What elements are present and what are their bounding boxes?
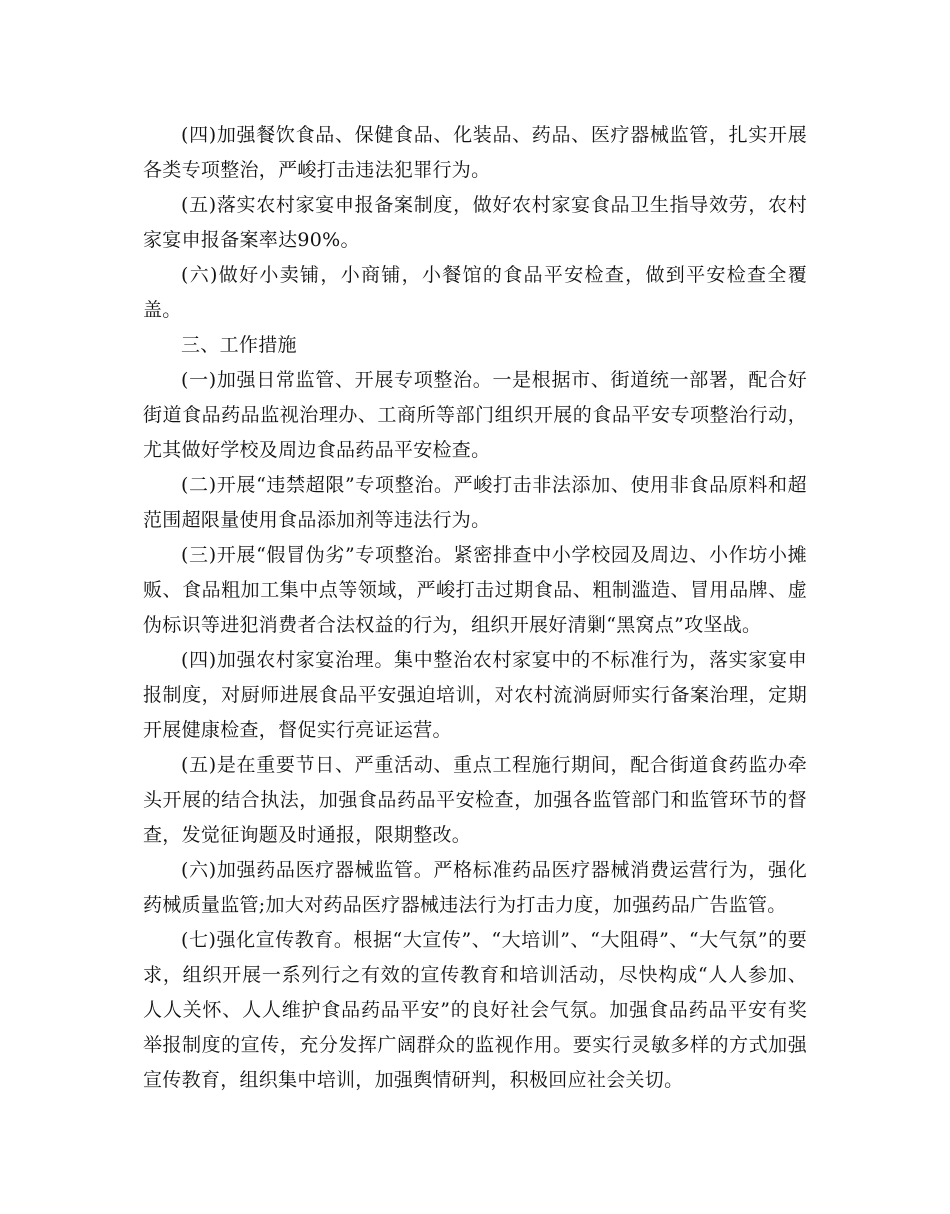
measure-4-rural-banquet: (四)加强农村家宴治理。集中整治农村家宴中的不标准行为，落实家宴申报制度，对厨师进展食品平安强迫培训，对农村流淌厨师实行备案治理，定期开展健康检查，督促实行亮证运营。 xyxy=(143,649,807,741)
section-heading-work-measures: 三、工作措施 xyxy=(181,334,297,356)
document-body xyxy=(143,118,807,1098)
paragraph-5-rural-banquet: (五)落实农村家宴申报备案制度，做好农村家宴食品卫生指导效劳，农村家宴申报备案率达90%。 xyxy=(143,194,807,251)
measure-7-publicity-education: (七)强化宣传教育。根据“大宣传”、“大培训”、“大阻碍”、“大气氛”的要求，组织开展一系列行之有效的宣传教育和培训活动，尽快构成“人人参加、人人关怀、人人维护食品药品平安”的良好社会气氛。加强食品药品平安有奖举报制度的宣传，充分发挥广阔群众的监视作用。要实行灵敏多样的方式加强宣传教育，组织集中培训，加强舆情研判，积极回应社会关切。 xyxy=(143,929,807,1091)
measure-2-prohibited-additives: (二)开展“违禁超限”专项整治。严峻打击非法添加、使用非食品原料和超范围超限量使用食品添加剂等违法行为。 xyxy=(143,474,807,531)
measure-6-medical-devices: (六)加强药品医疗器械监管。严格标准药品医疗器械消费运营行为，强化药械质量监管;加大对药品医疗器械违法行为打击力度，加强药品广告监管。 xyxy=(143,859,807,916)
paragraph-4-food-supervision: (四)加强餐饮食品、保健食品、化装品、药品、医疗器械监管，扎实开展各类专项整治，严峻打击违法犯罪行为。 xyxy=(143,124,807,181)
measure-1-daily-supervision: (一)加强日常监管、开展专项整治。一是根据市、街道统一部署，配合好街道食品药品监视治理办、工商所等部门组织开展的食品平安专项整治行动，尤其做好学校及周边食品药品平安检查。 xyxy=(143,369,807,461)
measure-5-festival-enforcement: (五)是在重要节日、严重活动、重点工程施行期间，配合街道食药监办牵头开展的结合执法，加强食品药品平安检查，加强各监管部门和监管环节的督查，发觉征询题及时通报，限期整改。 xyxy=(143,754,807,846)
measure-3-counterfeit: (三)开展“假冒伪劣”专项整治。紧密排查中小学校园及周边、小作坊小摊贩、食品粗加工集中点等领域，严峻打击过期食品、粗制滥造、冒用品牌、虚伪标识等进犯消费者合法权益的行为，组织开展好清剿“黑窝点”攻坚战。 xyxy=(143,544,807,636)
paragraph-6-small-shops: (六)做好小卖铺，小商铺，小餐馆的食品平安检查，做到平安检查全覆盖。 xyxy=(143,264,807,321)
